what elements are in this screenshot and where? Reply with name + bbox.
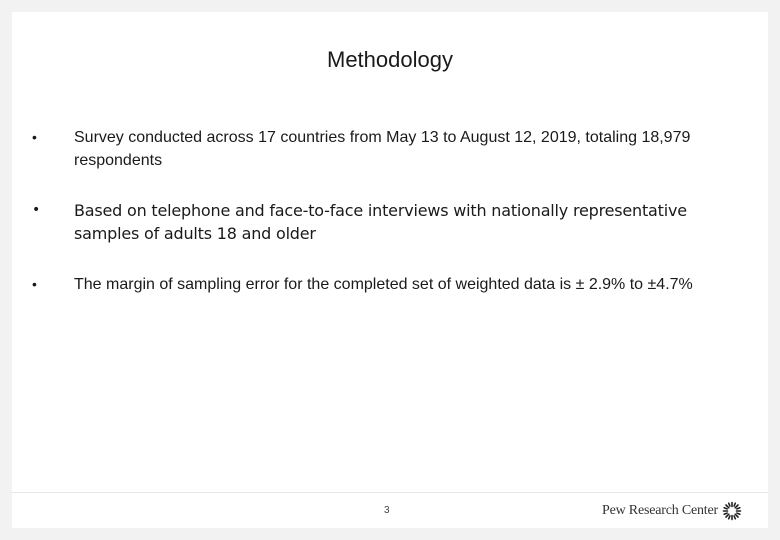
bullet-item: [32, 199, 722, 245]
bullet-marker: •: [32, 276, 37, 292]
bullet-text: Survey conducted across 17 countries from May 13 to August 12, 2019, totaling 18,979 respondents: [74, 129, 691, 169]
bullet-item: [32, 273, 722, 296]
footer-divider: [12, 492, 768, 493]
bullet-text: Based on telephone and face-to-face interviews with nationally representative samples of adults 18 and older: [74, 201, 687, 243]
logo-text: Pew Research Center: [602, 503, 718, 518]
sunburst-icon: [722, 501, 742, 521]
bullet-item: [32, 126, 722, 172]
page-number: 3: [384, 505, 390, 516]
bullet-marker: •: [32, 202, 41, 218]
bullet-marker: •: [32, 129, 37, 145]
slide-title: Methodology: [327, 47, 453, 72]
bullet-text: The margin of sampling error for the completed set of weighted data is ± 2.9% to ±4.7%: [74, 276, 693, 293]
slide: [12, 12, 768, 528]
pew-logo: [602, 501, 742, 521]
